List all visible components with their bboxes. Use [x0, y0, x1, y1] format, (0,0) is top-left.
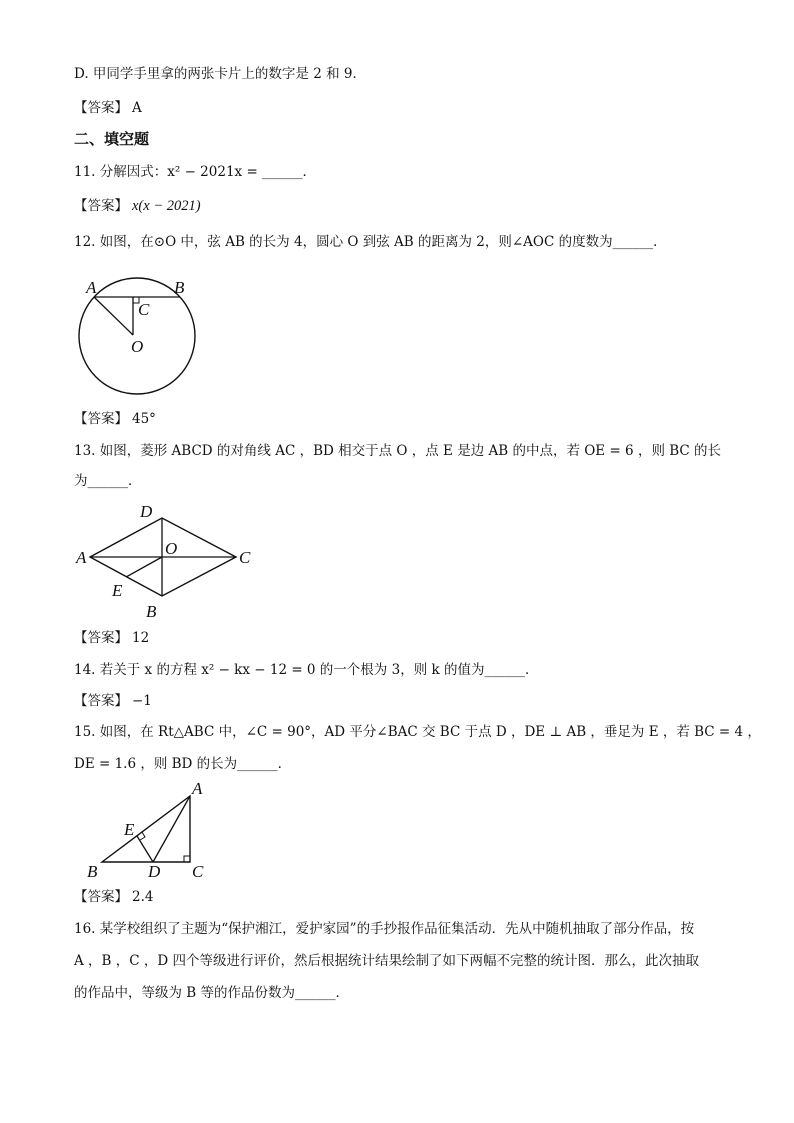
q15-triangle-figure	[84, 780, 224, 880]
triangle-abc	[102, 796, 190, 862]
label-e: E	[112, 581, 123, 600]
q16-text-line1: 16. 某学校组织了主题为“保护湘江，爱护家园”的手抄报作品征集活动．先从中随机抽取了部分作品，按	[74, 921, 695, 937]
segment-ad	[153, 796, 190, 862]
section-title: 二、填空题	[74, 130, 150, 148]
q13-answer-row	[74, 628, 754, 648]
label-a: A	[192, 779, 203, 798]
q16-text-line2: A ，B ，C ，D 四个等级进行评价，然后根据统计结果绘制了如下两幅不完整的统计图．那么，此次抽取	[74, 953, 699, 969]
answer-tag: 【答案】	[74, 100, 128, 116]
answer-tag: 【答案】	[74, 411, 128, 427]
q14-answer-row	[74, 691, 754, 711]
q13-answer: 12	[132, 630, 150, 646]
q14-answer: −1	[132, 693, 152, 709]
q11-answer: x(x − 2021)	[132, 198, 201, 214]
label-e: E	[124, 820, 135, 839]
label-a: A	[76, 548, 87, 567]
q15-answer: 2.4	[132, 889, 154, 905]
q16-text-line3: 的作品中，等级为 B 等的作品份数为______．	[74, 985, 350, 1001]
label-d: D	[148, 862, 161, 881]
answer-tag: 【答案】	[74, 630, 128, 646]
segment-ao	[94, 297, 133, 335]
label-b: B	[174, 278, 185, 297]
answer-tag: 【答案】	[74, 198, 128, 214]
q15-answer-row	[74, 887, 754, 907]
label-a: A	[86, 278, 97, 297]
q12-answer-row	[74, 409, 754, 429]
label-c: C	[138, 300, 150, 319]
label-c: C	[192, 862, 204, 881]
segment-de	[137, 836, 153, 862]
q10-answer: A	[132, 100, 142, 116]
answer-tag: 【答案】	[74, 693, 128, 709]
q12-text: 12. 如图，在⊙O 中，弦 AB 的长为 4，圆心 O 到弦 AB 的距离为 2，则∠AOC 的度数为______．	[74, 234, 667, 250]
q13-text-line2: 为______．	[74, 473, 142, 489]
label-o: O	[165, 539, 178, 558]
label-b: B	[87, 862, 98, 881]
q10-option-d: D. 甲同学手里拿的两张卡片上的数字是 2 和 9．	[74, 66, 366, 82]
label-b: B	[146, 602, 157, 621]
q10-answer-row	[74, 98, 754, 118]
q15-text-line1: 15. 如图，在 Rt△ABC 中，∠C = 90°，AD 平分∠BAC 交 BC 于点 D ，DE ⊥ AB ，垂足为 E ，若 BC = 4 ，	[74, 724, 761, 740]
label-o: O	[131, 337, 144, 356]
q11-text: 11. 分解因式：x² − 2021x = ______．	[74, 164, 317, 180]
answer-tag: 【答案】	[74, 889, 128, 905]
q12-answer: 45°	[132, 411, 156, 427]
right-angle-mark-c	[184, 856, 190, 862]
q15-text-line2: DE = 1.6 ，则 BD 的长为______．	[74, 756, 292, 772]
segment-oe	[126, 557, 162, 577]
q14-text: 14. 若关于 x 的方程 x² − kx − 12 = 0 的一个根为 3，则 k 的值为______．	[74, 662, 539, 678]
label-d: D	[140, 502, 153, 521]
q13-text-line1: 13. 如图，菱形 ABCD 的对角线 AC ，BD 相交于点 O ，点 E 是边 AB 的中点，若 OE = 6 ，则 BC 的长	[74, 443, 722, 459]
q13-rhombus-figure	[72, 500, 272, 625]
label-c: C	[239, 548, 251, 567]
q11-answer-row	[74, 196, 754, 216]
q12-circle-figure	[70, 275, 210, 400]
